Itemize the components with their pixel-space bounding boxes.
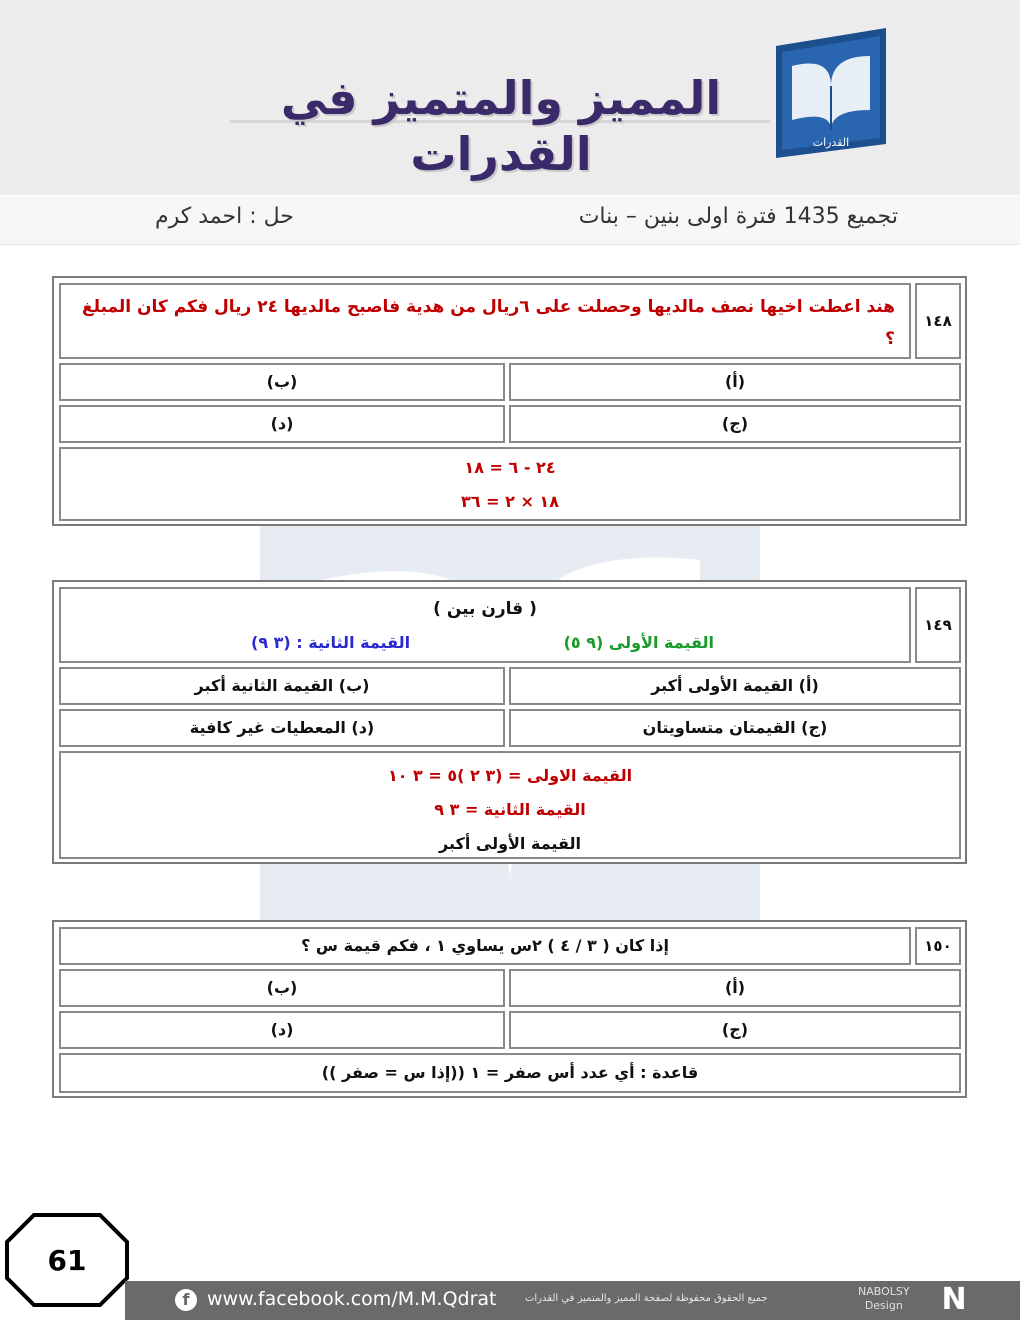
brand-title: المميز والمتميز في القدرات xyxy=(280,71,722,181)
page-number-badge xyxy=(4,1212,130,1308)
solver-name: حل : احمد كرم xyxy=(155,204,294,229)
option-b[interactable]: (ب) xyxy=(59,969,505,1007)
question-text: إذا كان ( ٣ / ٤ ) ٢س يساوي ١ ، فكم قيمة س ؟ xyxy=(59,927,911,965)
question-number: ١٤٩ xyxy=(915,587,961,663)
option-a[interactable]: (أ) xyxy=(509,969,961,1007)
option-a[interactable]: (أ) xyxy=(509,363,961,401)
facebook-url[interactable]: www.facebook.com/M.M.Qdrat xyxy=(207,1288,497,1310)
facebook-icon: f xyxy=(175,1289,197,1311)
question-number: ١٥٠ xyxy=(915,927,961,965)
question-number: ١٤٨ xyxy=(915,283,961,359)
solution-line: القيمة الأولى أكبر xyxy=(439,834,581,853)
option-b[interactable]: (ب) القيمة الثانية أكبر xyxy=(59,667,505,705)
option-c[interactable]: (ج) xyxy=(509,405,961,443)
option-d[interactable]: (د) xyxy=(59,405,505,443)
option-c[interactable]: (ج) xyxy=(509,1011,961,1049)
solution-box xyxy=(59,447,961,521)
solution-line: ١٨ × ٢ = ٣٦ xyxy=(461,492,559,511)
page-footer xyxy=(125,1281,1020,1320)
sub-header-bar xyxy=(0,196,1020,245)
option-c[interactable]: (ج) القيمتان متساويتان xyxy=(509,709,961,747)
option-d[interactable]: (د) المعطيات غير كافية xyxy=(59,709,505,747)
book-logo-icon xyxy=(772,26,890,158)
question-150-table xyxy=(52,920,967,1098)
rights-notice: جميع الحقوق محفوظة لصفحة المميز والمتميز في القدرات xyxy=(525,1293,768,1304)
solution-line: القيمة الاولى = (٣ ٢ )٥ = ٣ ١٠ xyxy=(387,766,633,785)
option-b[interactable]: (ب) xyxy=(59,363,505,401)
question-text: هند اعطت اخيها نصف مالديها وحصلت على ٦ريال من هدية فاصبح مالديها ٢٤ ريال فكم كان المبلغ ؟ xyxy=(59,283,911,359)
collection-title: تجميع 1435 فترة اولى بنين – بنات xyxy=(578,204,898,229)
designer-credit: NABOLSY Design xyxy=(858,1285,910,1312)
solution-line: ٢٤ - ٦ = ١٨ xyxy=(464,458,556,477)
value-two: القيمة الثانية : (٣ ٩) xyxy=(251,633,411,652)
page-header xyxy=(0,0,1020,195)
compare-prompt: ( قارن بين ) xyxy=(433,599,537,619)
option-d[interactable]: (د) xyxy=(59,1011,505,1049)
value-one: القيمة الأولى (٩ ٥) xyxy=(563,633,714,652)
question-text xyxy=(59,587,911,663)
designer-logo: N xyxy=(941,1282,967,1317)
page-number: 61 xyxy=(47,1244,87,1277)
svg-text:القدرات: القدرات xyxy=(812,136,850,149)
solution-box xyxy=(59,751,961,859)
question-149-table xyxy=(52,580,967,864)
solution-line: القيمة الثانية = ٣ ٩ xyxy=(434,800,586,819)
question-148-table xyxy=(52,276,967,526)
solution-box: قاعدة : أي عدد أس صفر = ١ ((إذا س = صفر )) xyxy=(59,1053,961,1093)
option-a[interactable]: (أ) القيمة الأولى أكبر xyxy=(509,667,961,705)
